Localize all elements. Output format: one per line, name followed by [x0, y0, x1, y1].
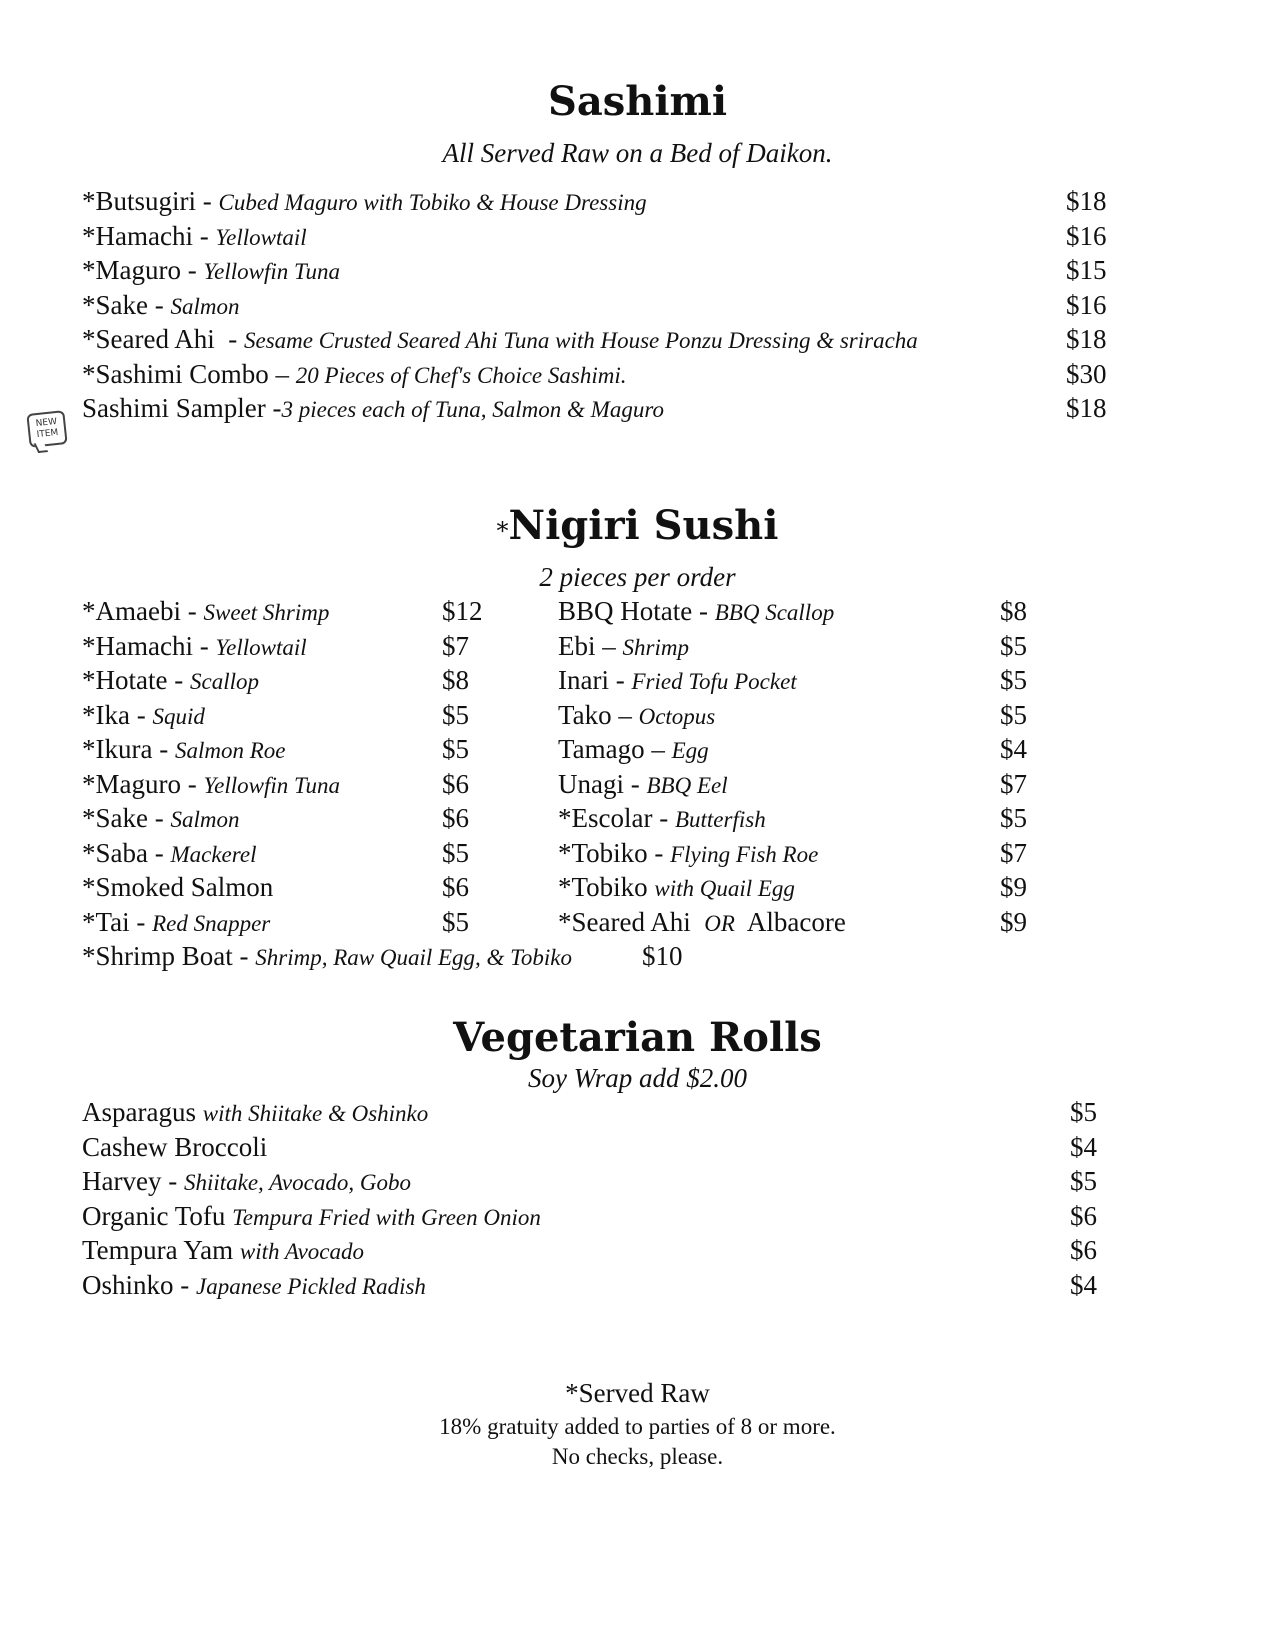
item-price: $7 — [442, 630, 469, 661]
item-price: $5 — [442, 734, 469, 764]
checks-note: No checks, please. — [551, 1444, 724, 1469]
item-separator: - — [265, 393, 282, 423]
item-name: Organic Tofu — [82, 1200, 226, 1231]
menu-item-text — [82, 359, 627, 390]
item-description: Tempura Fried with Green Onion — [232, 1204, 541, 1230]
item-separator: - — [152, 734, 175, 764]
item-price: $16 — [1066, 289, 1107, 320]
item-name: Cashew Broccoli — [82, 1131, 268, 1162]
item-separator: – — [268, 358, 296, 389]
item-description: Salmon Roe — [174, 738, 286, 763]
item-name: *Tai — [82, 906, 130, 937]
item-price: $18 — [1066, 186, 1107, 216]
item-price: $6 — [1070, 1200, 1097, 1231]
item-price: $5 — [1070, 1097, 1097, 1127]
item-description: Flying Fish Roe — [670, 841, 819, 867]
item-description: OR — [704, 910, 735, 936]
item-name: *Ika — [82, 699, 130, 730]
item-description: Squid — [152, 703, 205, 729]
menu-item-text — [82, 393, 664, 424]
item-description: Octopus — [638, 703, 716, 729]
item-name: *Shrimp Boat — [82, 941, 233, 971]
item-name: *Sake — [82, 289, 148, 320]
menu-item-text — [82, 186, 647, 217]
item-name: *Smoked Salmon — [82, 872, 274, 902]
menu-item-text — [82, 631, 307, 662]
menu-item-text — [82, 838, 256, 869]
item-description: Cubed Maguro with Tobiko & House Dressing — [218, 190, 647, 215]
item-description: Mackerel — [170, 841, 257, 867]
item-price: $5 — [1000, 699, 1027, 730]
item-price: $8 — [1000, 596, 1027, 626]
item-description: Yellowfin Tuna — [203, 259, 341, 284]
item-name: *Sake — [82, 803, 148, 833]
menu-item-text — [82, 290, 239, 321]
item-separator: - — [180, 768, 204, 799]
item-separator — [691, 907, 705, 937]
item-name: BBQ Hotate — [558, 596, 693, 626]
item-description: BBQ Eel — [646, 772, 728, 798]
item-price: $4 — [1070, 1269, 1097, 1300]
item-separator: – — [644, 734, 672, 764]
menu-item-text — [558, 907, 846, 938]
item-name: *Hotate — [82, 665, 168, 695]
item-price: $5 — [1000, 803, 1027, 833]
item-name: *Hamachi — [82, 220, 193, 251]
item-price: $9 — [1000, 872, 1027, 902]
menu-item-text — [558, 803, 766, 834]
menu-item-text — [558, 631, 689, 662]
item-separator: - — [652, 803, 675, 833]
item-separator: - — [173, 1269, 197, 1300]
item-description: Butterfish — [674, 807, 766, 832]
item-price: $4 — [1070, 1131, 1097, 1162]
item-separator: - — [192, 220, 216, 251]
item-description: Salmon — [170, 293, 240, 319]
item-separator: - — [647, 837, 671, 868]
item-name: Tamago — [558, 734, 645, 764]
item-separator: - — [129, 906, 153, 937]
item-price: $15 — [1066, 255, 1107, 285]
item-description: Yellowfin Tuna — [203, 772, 341, 798]
menu-item-text — [82, 324, 918, 355]
item-name: *Maguro — [82, 255, 181, 285]
item-description: Japanese Pickled Radish — [196, 1273, 426, 1299]
menu-item-text — [82, 872, 273, 903]
item-name: *Tobiko — [558, 872, 648, 902]
served-raw-note: *Served Raw — [565, 1378, 710, 1408]
item-price: $5 — [442, 699, 469, 730]
item-price: $5 — [442, 837, 469, 868]
item-price: $5 — [1000, 630, 1027, 661]
item-price: $6 — [442, 803, 469, 833]
item-separator: - — [180, 596, 204, 626]
item-separator: - — [608, 665, 632, 695]
item-price: $7 — [1000, 768, 1027, 799]
item-price: $18 — [1066, 393, 1107, 423]
sashimi-title: Sashimi — [547, 78, 728, 125]
item-description: Yellowtail — [215, 224, 307, 250]
item-separator: - — [692, 596, 715, 626]
item-price: $12 — [442, 596, 483, 626]
item-name: Ebi — [558, 630, 596, 661]
item-name: *Amaebi — [82, 596, 181, 626]
item-description: 20 Pieces of Chef's Choice Sashimi. — [295, 362, 627, 388]
item-name: *Maguro — [82, 768, 181, 799]
item-separator: - — [129, 699, 153, 730]
item-name: *Escolar — [558, 803, 653, 833]
item-separator: - — [161, 1166, 184, 1196]
item-price: $7 — [1000, 837, 1027, 868]
menu-item-text — [82, 255, 340, 286]
item-separator: - — [623, 768, 647, 799]
item-name: Inari — [558, 665, 609, 695]
item-name: Sashimi Sampler — [82, 393, 266, 423]
menu-item-text — [82, 769, 340, 800]
gratuity-note: 18% gratuity added to parties of 8 or more. — [439, 1414, 836, 1439]
item-description: Scallop — [189, 669, 259, 694]
menu-item-text — [558, 734, 709, 765]
item-name: *Seared Ahi — [82, 324, 215, 354]
sashimi-subtitle: All Served Raw on a Bed of Daikon. — [442, 138, 833, 168]
menu-item-text — [82, 596, 329, 627]
item-name: Tako — [558, 699, 612, 730]
item-name: *Tobiko — [558, 837, 648, 868]
item-separator: - — [192, 630, 216, 661]
item-price: $6 — [442, 872, 469, 902]
menu-item-text — [558, 665, 797, 696]
item-name: *Saba — [82, 837, 148, 868]
menu-item-text — [82, 734, 285, 765]
menu-item-text — [558, 700, 715, 731]
menu-item-text — [558, 769, 728, 800]
item-separator: - — [232, 941, 256, 971]
item-description: Fried Tofu Pocket — [631, 669, 797, 694]
item-separator: – — [595, 630, 623, 661]
item-name: Tempura Yam — [82, 1235, 234, 1265]
menu-item-text — [82, 907, 270, 938]
item-description: with Avocado — [239, 1239, 365, 1264]
item-description: Shrimp, Raw Quail Egg, & Tobiko — [255, 945, 572, 970]
nigiri-title: *Nigiri Sushi — [496, 502, 779, 549]
menu-item-text — [82, 1235, 364, 1266]
item-description: 3 pieces each of Tuna, Salmon & Maguro — [281, 397, 664, 422]
item-description: Salmon — [170, 807, 240, 832]
item-price: $9 — [1000, 906, 1027, 937]
item-description: Shrimp — [622, 634, 689, 660]
menu-item-text — [82, 1166, 411, 1197]
item-separator: - — [214, 324, 244, 354]
item-description: with Shiitake & Oshinko — [202, 1101, 429, 1126]
item-description: with Quail Egg — [654, 876, 795, 901]
item-description: BBQ Scallop — [714, 600, 835, 625]
item-separator: - — [147, 837, 171, 868]
menu-item-text — [558, 838, 818, 869]
item-name: Harvey — [82, 1166, 162, 1196]
nigiri-subtitle: 2 pieces per order — [539, 562, 736, 592]
item-name: *Seared Ahi — [558, 906, 691, 937]
item-name: *Butsugiri — [82, 186, 197, 216]
item-separator: – — [611, 699, 639, 730]
item-name: *Hamachi — [82, 630, 193, 661]
menu-item-text — [82, 700, 205, 731]
menu-item-text — [82, 1132, 267, 1163]
menu-item-text — [558, 872, 795, 903]
item-price: $5 — [1000, 665, 1027, 695]
veg-title: Vegetarian Rolls — [453, 1014, 822, 1061]
item-description-tail: Albacore — [734, 906, 846, 937]
item-price: $30 — [1066, 358, 1107, 389]
item-separator — [196, 1097, 203, 1127]
veg-subtitle: Soy Wrap add $2.00 — [528, 1063, 747, 1093]
item-name: Unagi — [558, 768, 624, 799]
menu-item-text — [82, 941, 572, 972]
item-description: Sweet Shrimp — [203, 600, 330, 625]
menu-item-text — [82, 1097, 428, 1128]
item-price: $6 — [442, 768, 469, 799]
item-separator: - — [180, 255, 204, 285]
item-separator: - — [147, 289, 171, 320]
item-separator: - — [167, 665, 190, 695]
item-price: $6 — [1070, 1235, 1097, 1265]
item-price: $5 — [442, 906, 469, 937]
new-item-badge-icon: NEW ITEM — [26, 410, 67, 448]
item-price: $5 — [1070, 1166, 1097, 1196]
item-name: Oshinko — [82, 1269, 174, 1300]
item-description: Shiitake, Avocado, Gobo — [183, 1170, 411, 1195]
item-description: Sesame Crusted Seared Ahi Tuna with House Ponzu Dressing & sriracha — [243, 328, 918, 353]
item-separator — [233, 1235, 240, 1265]
item-name: *Sashimi Combo — [82, 358, 269, 389]
item-separator: - — [147, 803, 171, 833]
item-description: Red Snapper — [152, 910, 271, 936]
menu-item-text — [82, 803, 239, 834]
item-description: Egg — [671, 738, 709, 763]
item-price: $4 — [1000, 734, 1027, 764]
menu-item-text — [82, 1201, 541, 1232]
menu-item-text — [82, 1270, 426, 1301]
item-name: Asparagus — [82, 1097, 196, 1127]
item-separator: - — [196, 186, 219, 216]
item-description: Yellowtail — [215, 634, 307, 660]
item-price: $8 — [442, 665, 469, 695]
menu-item-text — [82, 221, 307, 252]
menu-item-text — [82, 665, 259, 696]
item-price: $16 — [1066, 220, 1107, 251]
item-price: $18 — [1066, 324, 1107, 354]
item-name: *Ikura — [82, 734, 153, 764]
item-price: $10 — [642, 941, 683, 971]
menu-item-text — [558, 596, 834, 627]
